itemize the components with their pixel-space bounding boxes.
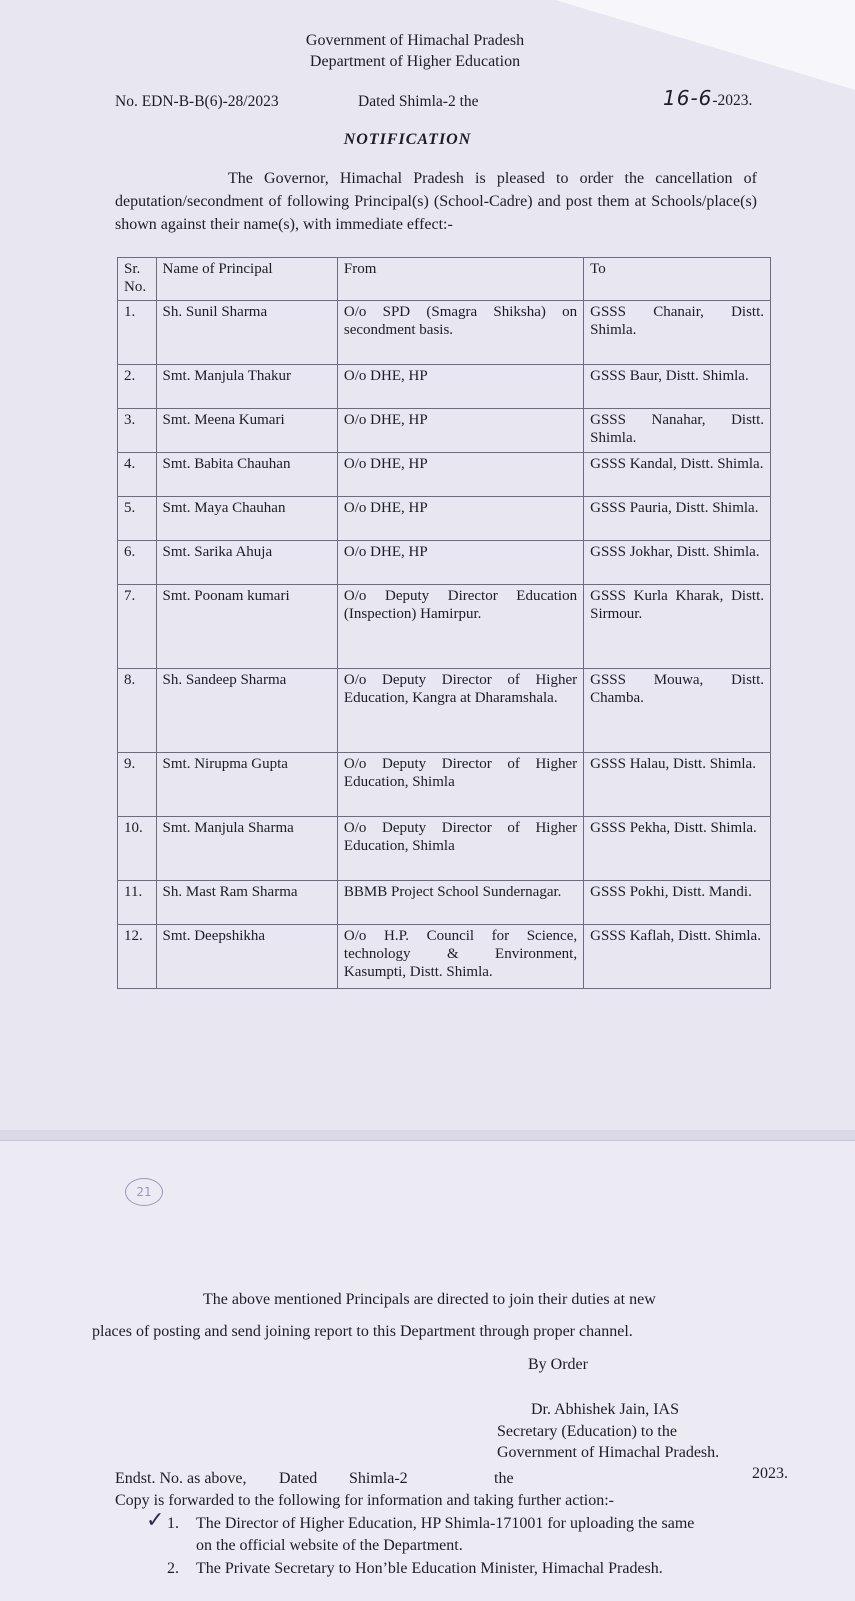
reference-dated-label: Dated Shimla-2 the <box>358 93 479 110</box>
cell-from: O/o H.P. Council for Science, technology & Environment, Kasumpti, Distt. Shimla. <box>337 925 583 989</box>
cell-to: GSSS Baur, Distt. Shimla. <box>584 365 771 409</box>
cell-to: GSSS Kurla Kharak, Distt. Sirmour. <box>584 585 771 669</box>
endorsement-year: 2023. <box>752 1465 788 1482</box>
cell-sr: 5. <box>118 497 157 541</box>
cell-to: GSSS Chanair, Distt. Shimla. <box>584 301 771 365</box>
signatory-designation-1: Secretary (Education) to the <box>497 1423 677 1440</box>
cell-to: GSSS Nanahar, Distt. Shimla. <box>584 409 771 453</box>
table-row <box>118 497 771 541</box>
cell-to: GSSS Pekha, Distt. Shimla. <box>584 817 771 881</box>
copy-item-number: 1. <box>167 1515 179 1532</box>
cell-name: Smt. Manjula Sharma <box>156 817 337 881</box>
header-to: To <box>584 258 771 301</box>
signatory-name: Dr. Abhishek Jain, IAS <box>531 1401 679 1418</box>
directive-line-1: The above mentioned Principals are directed to join their duties at new <box>203 1291 656 1308</box>
reference-date <box>663 86 752 110</box>
cell-from: O/o Deputy Director of Higher Education, Kangra at Dharamshala. <box>337 669 583 753</box>
endorsement-place: Shimla-2 <box>349 1470 408 1487</box>
handwritten-date: 16-6 <box>663 86 713 110</box>
by-order: By Order <box>528 1356 588 1373</box>
endorsement-dated: Dated <box>279 1470 318 1487</box>
checkmark-icon: ✓ <box>146 1508 165 1533</box>
table-row <box>118 453 771 497</box>
cell-name: Smt. Maya Chauhan <box>156 497 337 541</box>
cell-to: GSSS Halau, Distt. Shimla. <box>584 753 771 817</box>
cell-from: O/o DHE, HP <box>337 453 583 497</box>
table-row <box>118 301 771 365</box>
table-row <box>118 753 771 817</box>
page-number-stamp: 21 <box>125 1178 163 1206</box>
intro-paragraph: The Governor, Himachal Pradesh is pleased to order the cancellation of deputation/secondment of following Principal(s) (School-Cadre) and post them at Schools/place(s) shown against their name(s), with immediate effect:- <box>115 170 757 233</box>
cell-from: O/o DHE, HP <box>337 365 583 409</box>
header-government: Government of Himachal Pradesh <box>305 32 525 49</box>
cell-from: O/o Deputy Director of Higher Education, Shimla <box>337 817 583 881</box>
cell-sr: 6. <box>118 541 157 585</box>
cell-name: Smt. Nirupma Gupta <box>156 753 337 817</box>
cell-to: GSSS Pokhi, Distt. Mandi. <box>584 881 771 925</box>
reference-date-year: -2023. <box>712 92 753 109</box>
cell-from: O/o SPD (Smagra Shiksha) on secondment basis. <box>337 301 583 365</box>
endorsement-label: Endst. No. as above, <box>115 1470 247 1487</box>
cell-name: Smt. Meena Kumari <box>156 409 337 453</box>
cell-from: O/o Deputy Director of Higher Education, Shimla <box>337 753 583 817</box>
cell-to: GSSS Pauria, Distt. Shimla. <box>584 497 771 541</box>
signatory-designation-2: Government of Himachal Pradesh. <box>497 1444 720 1461</box>
endorsement-the: the <box>494 1470 514 1487</box>
cell-sr: 12. <box>118 925 157 989</box>
cell-sr: 3. <box>118 409 157 453</box>
cell-sr: 4. <box>118 453 157 497</box>
cell-from: O/o DHE, HP <box>337 497 583 541</box>
cell-sr: 10. <box>118 817 157 881</box>
table-row <box>118 881 771 925</box>
cell-from: O/o Deputy Director Education (Inspection) Hamirpur. <box>337 585 583 669</box>
copy-item-1-line-2: on the official website of the Department. <box>196 1537 463 1554</box>
copy-item-2-line-1: The Private Secretary to Hon’ble Education Minister, Himachal Pradesh. <box>196 1560 663 1577</box>
cell-name: Smt. Deepshikha <box>156 925 337 989</box>
principals-table <box>117 257 771 989</box>
cell-sr: 2. <box>118 365 157 409</box>
cell-from: O/o DHE, HP <box>337 409 583 453</box>
header-name: Name of Principal <box>156 258 337 301</box>
cell-sr: 11. <box>118 881 157 925</box>
header-from: From <box>337 258 583 301</box>
cell-to: GSSS Jokhar, Distt. Shimla. <box>584 541 771 585</box>
cell-to: GSSS Kandal, Distt. Shimla. <box>584 453 771 497</box>
header-sr-no: Sr. No. <box>118 258 157 301</box>
table-row <box>118 409 771 453</box>
table-row <box>118 365 771 409</box>
cell-sr: 8. <box>118 669 157 753</box>
table-row <box>118 669 771 753</box>
table-header-row <box>118 258 771 301</box>
copy-item-1-line-1: The Director of Higher Education, HP Shimla-171001 for uploading the same <box>196 1515 695 1532</box>
header-department: Department of Higher Education <box>309 53 521 70</box>
table-row <box>118 925 771 989</box>
directive-line-2: places of posting and send joining report to this Department through proper channel. <box>92 1323 633 1340</box>
cell-sr: 1. <box>118 301 157 365</box>
cell-name: Sh. Mast Ram Sharma <box>156 881 337 925</box>
cell-name: Sh. Sunil Sharma <box>156 301 337 365</box>
cell-name: Smt. Sarika Ahuja <box>156 541 337 585</box>
table-row <box>118 585 771 669</box>
cell-to: GSSS Mouwa, Distt. Chamba. <box>584 669 771 753</box>
cell-from: BBMB Project School Sundernagar. <box>337 881 583 925</box>
copy-forwarded-line: Copy is forwarded to the following for information and taking further action:- <box>115 1492 614 1509</box>
cell-name: Smt. Manjula Thakur <box>156 365 337 409</box>
table-row <box>118 817 771 881</box>
copy-item-number: 2. <box>167 1560 179 1577</box>
table-row <box>118 541 771 585</box>
cell-name: Sh. Sandeep Sharma <box>156 669 337 753</box>
cell-name: Smt. Poonam kumari <box>156 585 337 669</box>
cell-name: Smt. Babita Chauhan <box>156 453 337 497</box>
cell-from: O/o DHE, HP <box>337 541 583 585</box>
notification-title: NOTIFICATION <box>343 131 472 148</box>
cell-sr: 9. <box>118 753 157 817</box>
cell-to: GSSS Kaflah, Distt. Shimla. <box>584 925 771 989</box>
cell-sr: 7. <box>118 585 157 669</box>
reference-number: No. EDN-B-B(6)-28/2023 <box>115 93 279 110</box>
